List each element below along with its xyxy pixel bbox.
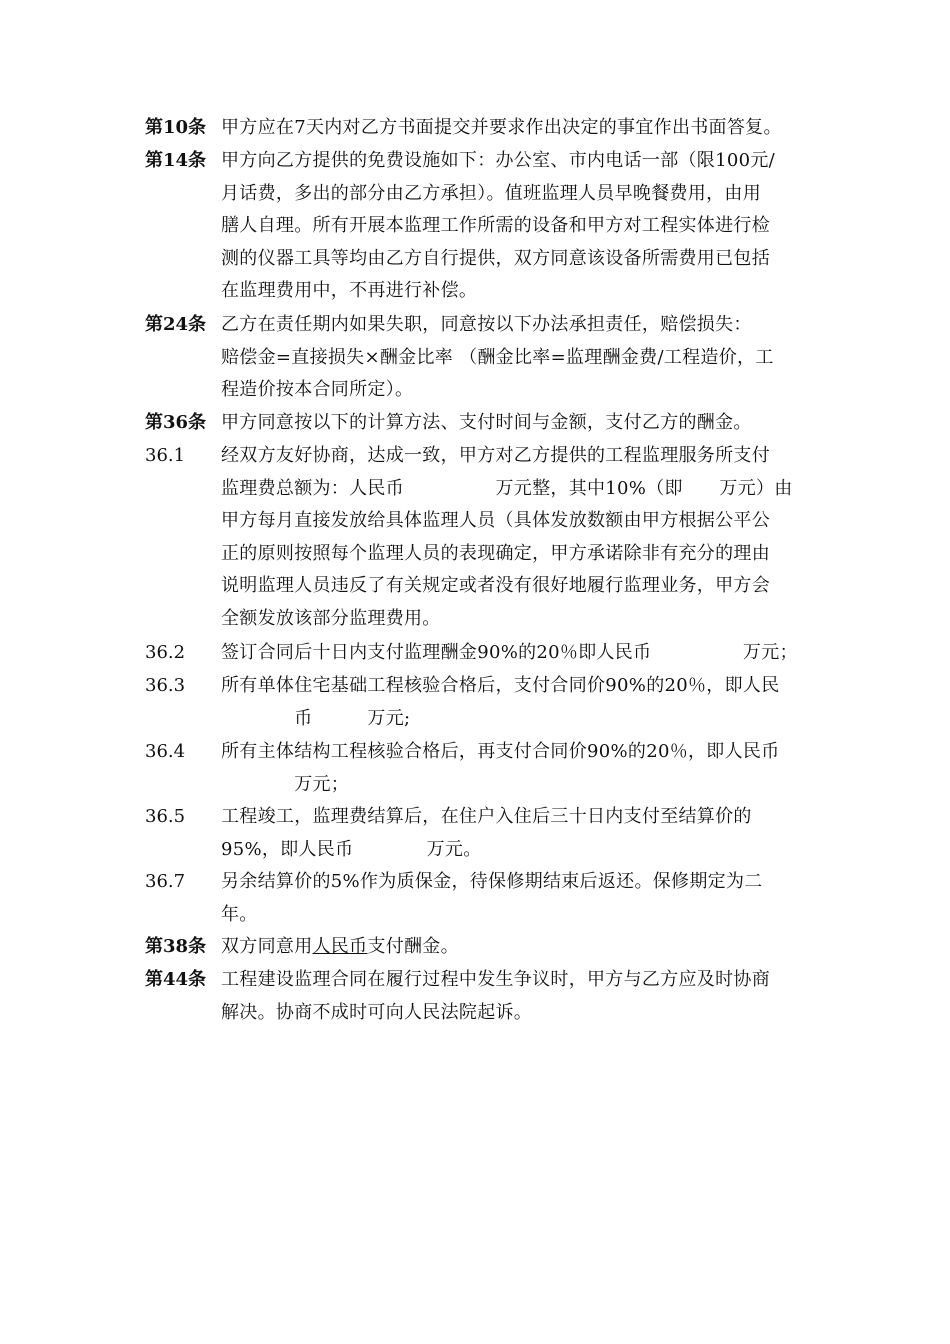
clause-label: 36.5: [145, 806, 186, 827]
clause-body: [221, 637, 805, 670]
clause-body: [221, 440, 805, 635]
clause-36-1: [145, 440, 805, 635]
clause-body: [221, 964, 805, 1029]
clause-label: 第14条: [145, 150, 207, 171]
clause-body: [221, 931, 805, 964]
clause-body: [221, 670, 805, 735]
clause-24: [145, 309, 805, 407]
clause-text-line: 正的原则按照每个监理人员的表现确定，甲方承诺除非有充分的理由: [221, 542, 770, 564]
clause-body: [221, 736, 805, 801]
clause-text-line: 甲方应在7天内对乙方书面提交并要求作出决定的事宜作出书面答复。: [221, 117, 782, 138]
clause-text-line: 膳人自理。所有开展本监理工作所需的设备和甲方对工程实体进行检: [221, 215, 770, 236]
clause-36-7: [145, 866, 805, 931]
clause-text-line: 年。: [221, 903, 258, 925]
clause-label: 第38条: [145, 936, 207, 957]
clause-text-line: 月话费，多出的部分由乙方承担）。值班监理人员早晚餐费用，由用: [221, 182, 761, 204]
clause-text-line: 95%，即人民币 万元。: [221, 838, 482, 860]
clause-body: [221, 309, 805, 407]
clause-text-line: 所有主体结构工程核验合格后，再支付合同价90%的20％，即人民币: [221, 741, 780, 762]
clause-label: 36.3: [145, 675, 186, 696]
clause-text-line: 经双方友好协商，达成一致，甲方对乙方提供的工程监理服务所支付: [221, 445, 770, 466]
clause-text-line: 在监理费用中，不再进行补偿。: [221, 280, 478, 301]
clause-text-line: 工程建设监理合同在履行过程中发生争议时，甲方与乙方应及时协商: [221, 969, 770, 990]
clause-text-line: 程造价按本合同所定）。: [221, 379, 414, 400]
clause-36-5: [145, 801, 805, 866]
clause-text-line: 甲方每月直接发放给具体监理人员（具体发放数额由甲方根据公平公: [221, 510, 770, 531]
clause-text-line: 甲方向乙方提供的免费设施如下：办公室、市内电话一部（限100元/: [221, 150, 776, 171]
clause-text-line: [221, 931, 805, 964]
clause-text-pre: 双方同意用: [221, 936, 313, 957]
clause-10: [145, 112, 805, 145]
clause-body: [221, 145, 805, 308]
clause-38: [145, 931, 805, 964]
clause-text-line: 乙方在责任期内如果失职，同意按以下办法承担责任，赔偿损失：: [221, 314, 752, 335]
clause-text-post: 支付酬金。: [367, 936, 459, 957]
clause-body: [221, 801, 805, 866]
clause-body: [221, 112, 805, 145]
clause-text-line: 赔偿金=直接损失×酬金比率 （酬金比率=监理酬金费/工程造价，工: [221, 346, 774, 368]
clause-text-line: 甲方同意按以下的计算方法、支付时间与金额，支付乙方的酬金。: [221, 412, 752, 433]
clause-36: [145, 407, 805, 440]
clause-36-3: [145, 670, 805, 735]
clause-36-4: [145, 736, 805, 801]
clause-label: 36.1: [145, 445, 186, 466]
clause-label: 第10条: [145, 117, 207, 138]
clause-36-2: [145, 637, 805, 670]
clause-text-line: 测的仪器工具等均由乙方自行提供，双方同意该设备所需费用已包括: [221, 247, 770, 269]
clause-label: 36.7: [145, 871, 186, 892]
clause-label: 36.2: [145, 642, 186, 663]
clause-text-line: 所有单体住宅基础工程核验合格后，支付合同价90%的20％，即人民: [221, 675, 780, 696]
clause-44: [145, 964, 805, 1029]
currency-underlined: 人民币: [312, 936, 368, 957]
clause-text-line: 万元；: [221, 773, 350, 795]
clause-label: 第44条: [145, 969, 207, 990]
clause-body: [221, 866, 805, 931]
clause-label: 第36条: [145, 412, 207, 433]
clause-text-line: 监理费总额为：人民币 万元整，其中10%（即 万元）由: [221, 477, 793, 499]
clause-text-line: 另余结算价的5%作为质保金，待保修期结束后返还。保修期定为二: [221, 871, 763, 892]
clause-text-line: 币 万元;: [221, 707, 411, 729]
clause-text-line: 全额发放该部分监理费用。: [221, 607, 441, 629]
clause-text-line: 工程竣工，监理费结算后，在住户入住后三十日内支付至结算价的: [221, 806, 752, 827]
clause-text-line: 说明监理人员违反了有关规定或者没有很好地履行监理业务，甲方会: [221, 575, 770, 596]
clause-body: [221, 407, 805, 440]
clause-label: 第24条: [145, 314, 207, 335]
clause-text-line: 签订合同后十日内支付监理酬金90%的20％即人民币 万元；: [221, 642, 798, 663]
clause-14: [145, 145, 805, 308]
clause-label: 36.4: [145, 741, 186, 762]
clause-text-line: 解决。协商不成时可向人民法院起诉。: [221, 1001, 533, 1023]
